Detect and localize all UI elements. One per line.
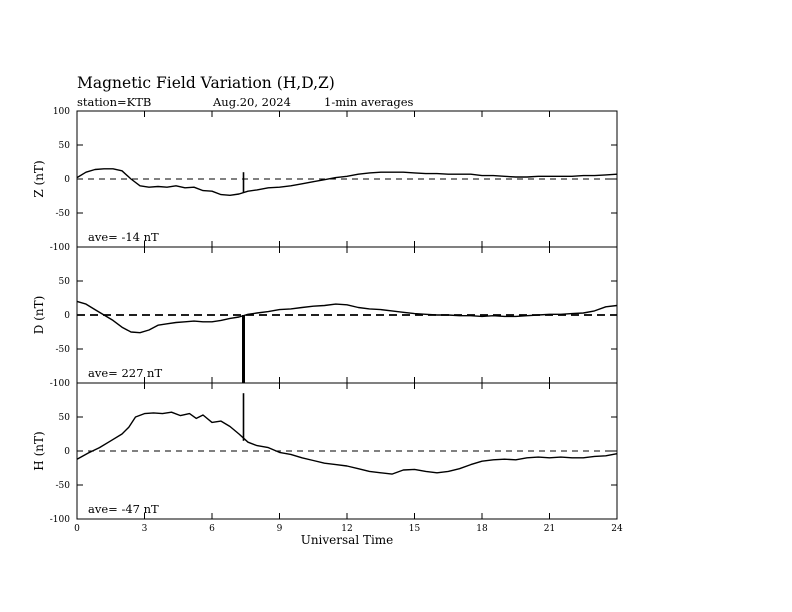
x-axis-label: Universal Time [300, 533, 394, 547]
y-tick-label-h: -100 [49, 515, 70, 525]
x-tick-label: 12 [341, 524, 353, 534]
ave-label-h: ave= -47 nT [88, 502, 159, 516]
y-tick-label-z: 0 [64, 175, 70, 185]
x-tick-label: 0 [74, 524, 80, 534]
y-tick-label-d: 50 [58, 277, 70, 287]
y-tick-label-d: -100 [49, 379, 70, 389]
y-tick-label-z: -100 [49, 243, 70, 253]
date-label: Aug.20, 2024 [213, 95, 291, 109]
series-line-d [77, 301, 617, 332]
averaging-label: 1-min averages [324, 95, 414, 109]
y-axis-label-z: Z (nT) [32, 160, 46, 198]
ave-label-z: ave= -14 nT [88, 230, 159, 244]
x-tick-label: 18 [476, 524, 488, 534]
y-tick-label-d: -50 [55, 345, 70, 355]
y-tick-label-d: 0 [64, 311, 70, 321]
y-tick-label-h: 50 [58, 413, 70, 423]
x-tick-label: 24 [611, 524, 623, 534]
ave-label-d: ave= 227 nT [88, 366, 163, 380]
y-axis-label-d: D (nT) [32, 295, 46, 335]
series-line-z [77, 169, 617, 196]
x-tick-label: 15 [408, 524, 421, 534]
x-tick-label: 3 [141, 524, 148, 534]
x-tick-label: 21 [543, 524, 556, 534]
y-tick-label-z: 100 [52, 107, 70, 117]
y-axis-label-h: H (nT) [32, 431, 46, 471]
chart-title: Magnetic Field Variation (H,D,Z) [77, 74, 335, 92]
y-tick-label-z: -50 [55, 209, 70, 219]
y-tick-label-z: 50 [58, 141, 70, 151]
y-tick-label-h: 0 [64, 447, 70, 457]
y-tick-label-h: -50 [55, 481, 70, 491]
x-tick-label: 9 [276, 524, 283, 534]
series-line-h [77, 412, 617, 474]
x-tick-label: 6 [209, 524, 215, 534]
station-label: station=KTB [77, 95, 152, 109]
